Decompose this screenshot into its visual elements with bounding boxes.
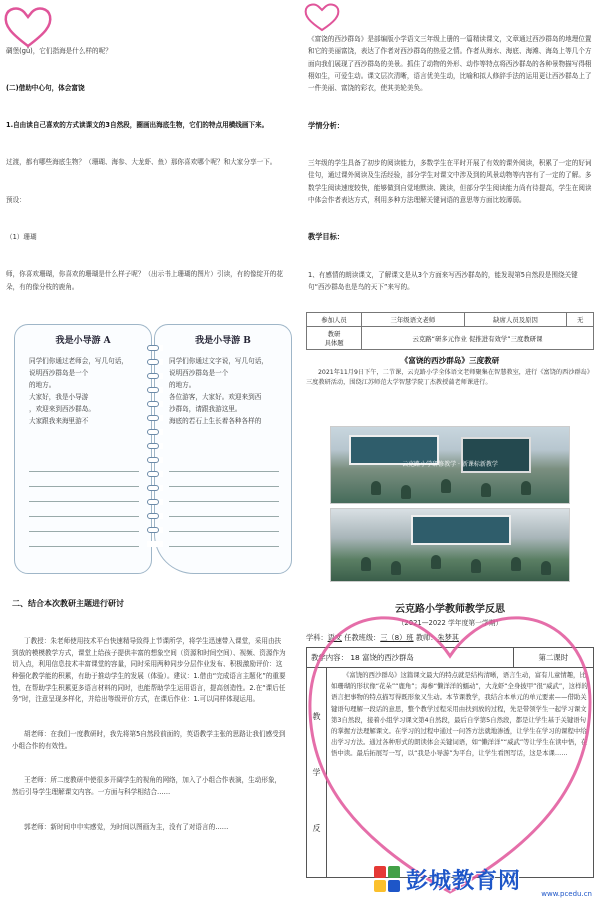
seminar-heading: 二、结合本次教研主题进行研讨 xyxy=(12,599,124,608)
worksheet-title: 我是小导游 A xyxy=(55,336,111,346)
content-label: 教学内容： xyxy=(311,653,348,662)
worksheet-line: 说明西沙群岛是一个 xyxy=(169,369,229,377)
photo-banner: 云克路小学研修教学 · 新课标新教学 xyxy=(402,461,498,468)
worksheets-panel xyxy=(0,308,298,586)
content-value: 18 富饶的西沙群岛 xyxy=(350,653,414,662)
table-row xyxy=(307,313,594,327)
reflection-term: （2021—2022 学年度第一学期） xyxy=(397,619,503,627)
subject-value: 语文 xyxy=(327,633,342,642)
worksheet-line: 同学们你通过文字说，写几句话， xyxy=(169,357,268,365)
worksheet-line: 海底的若石上生长着各种各样的 xyxy=(169,417,262,425)
teaching-research-record xyxy=(300,308,600,586)
worksheet-line: 大家跟我来海里游不 xyxy=(29,417,89,425)
reflection-side-label xyxy=(307,668,327,877)
goal-item: 1、有感情的朗读课文，了解课文是从3个方面来写西沙群岛的，能发现第5自然段是围绕关键句“西沙群岛也是鸟的天下”来写的。 xyxy=(308,270,578,291)
table-cell: 缺席人员及原因 xyxy=(464,313,567,327)
watermark-url: www.pcedu.cn xyxy=(541,890,592,898)
teaching-goals-heading: 教学目标： xyxy=(308,232,344,242)
seminar-paragraph: 王老师：所二度教研中使很多开阔学生的视角的网络，加入了小组合作表演，生动形象，然后引导学生理解课文内容。一方面与科学相结合…… xyxy=(12,776,282,796)
seminar-paragraph: 丁教授：朱老师使用技术平台快速精导致得上节课所学，将学生迅速带入课堂，采用由扶到放的模模教学方式，课堂上给孩子提供丰富的想象空间（资源和时间空间）、视频、资源作为切入点，利用信息技术丰富课堂的容量，同时采用两种同步分层作业发布、积极激励评价：这种强化教学能的积累，有助于推动学生的发展（体验）。建议：1.借由“完成语言主题化”的重要性，在帮助学生积累更多语言材料的同时，也能帮助学生运用语言，提高创造性。2.在“课后任务”时，注意呈现多样化，并给出等级评价方式，在课后作业：1.可以同样体现运用。 xyxy=(12,637,286,704)
worksheet-line: 沙群岛，请跟我游这里。 xyxy=(169,405,242,413)
worksheet-a xyxy=(14,324,152,574)
reflection-body xyxy=(306,668,594,878)
task-line: 1.自由读自己喜欢的方式读课文的3自然段，圈画出海底生物，它们的特点用横线画下来。 xyxy=(6,121,269,130)
worksheet-b xyxy=(154,324,292,574)
side-char: 教 xyxy=(312,711,321,721)
table-row xyxy=(307,327,594,350)
table-cell: 无 xyxy=(567,313,594,327)
subject-label: 学科： xyxy=(306,633,328,642)
reflection-text: 《富饶的西沙群岛》这篇课文最大的特点就是结构清晰，语言生动，富有儿童情趣，比如珊瑚的形状像“花朵”“鹿角”；海参“懒洋洋的蠕动”，大龙虾“全身披甲”很“威武”，这样的语言把事物的特点描写得既形象又生动。本节课教学，我结合本单元的单元要素——借助关键语句理解一段话的意思，整个教学过程采用由扶到放的过程，先是带领学生一起学习课文第3自然段，接着小组学习课文第4自然段，最后自学第5自然段，都是让学生基于关键语句的掌握方法理解课文。在学习的过程中通过一问答方法就地渗透，让学生在学习的课程中给出学习方法。通过各种形式的朗读体会关键词语，如“懒洋洋”“威武”等让学生在读中悟，在悟中读。最后拓展写一写，以“我是小导游”为平台，让学生看图写话，这是本课…… xyxy=(331,671,588,758)
table-cell: 云克路“研多元作业 促推进有效学”三度教研课 xyxy=(362,327,594,350)
reflection-title: 云克路小学教师教学反思 xyxy=(395,604,505,615)
text-line: 碉堡(gǔ)，它们指海是什么样的呢？ xyxy=(6,46,112,55)
reflection-meta xyxy=(306,633,594,643)
worksheet-line: 大家好，我是小导游 xyxy=(29,393,89,401)
worksheet-title: 我是小导游 B xyxy=(195,336,251,346)
table-cell: 三年级语文老师 xyxy=(362,313,465,327)
classroom-photo xyxy=(330,508,570,582)
class-value: 三（8）班 xyxy=(380,633,414,642)
side-char: 反 xyxy=(312,824,321,834)
seminar-paragraph: 郭老师：新时间申申实感觉，为时间以图画为主，没有了对语言的…… xyxy=(24,822,229,831)
writing-lines xyxy=(29,457,139,547)
record-table xyxy=(306,312,594,350)
site-watermark xyxy=(372,860,596,898)
worksheet-line: 同学们你通过老师会，写几句话， xyxy=(29,357,128,365)
class-label: 任教班级： xyxy=(344,633,381,642)
table-row xyxy=(307,648,594,668)
text-intro: 《富饶的西沙群岛》是部编版小学语文三年级上册的一篇精读课文，文章通过西沙群岛的地理位置和它的美丽富饶，表达了作者对西沙群岛的热爱之情。作者从海水、海底、海滩、海岛上等几个方面向我们展现了西沙群岛的美景。抓住了动物的外形、动作等特点将西沙群岛的各种景物描写得栩栩如生，可爱生动。课文层次清晰，语言优美生动，比喻和拟人修辞手法的运用更让西沙群岛上了一件美丽、富饶的彩衣，使其美轮美奂。 xyxy=(308,34,592,93)
lesson-plan-text xyxy=(6,20,292,305)
worksheet-body xyxy=(29,355,141,427)
table-cell: 参加人员 xyxy=(307,313,362,327)
watermark-text: 彭城教育网 xyxy=(406,868,522,894)
teacher-value: 朱梦其 xyxy=(437,633,459,642)
classroom-photo xyxy=(330,426,570,504)
projector-screen xyxy=(411,515,511,545)
worksheet-line: 说明西沙群岛是一个 xyxy=(29,369,89,377)
lesson-plan-excerpt xyxy=(0,0,298,305)
spiral-binding-icon xyxy=(147,345,163,555)
text-line: （1）珊瑚 xyxy=(6,232,37,241)
seminar-record xyxy=(0,592,298,900)
record-paragraph: 2021年11月9日下午，二节课，云克路小学全体语文老师聚集在智慧教室，进行《富饶的西沙群岛》三度教研活动，围绕江苏师范大学智慧学院丁杰教授蒲老师课进行。 xyxy=(306,369,594,386)
side-char: 学 xyxy=(312,767,321,777)
learner-analysis-text: 三年级的学生具备了初步的阅读能力，多数学生在平时开展了有效的课外阅读，积累了一定的好词佳句，通过课外阅读及生活经验，部分学生对课文中涉及到的风景动物等内容有了一定的了解。多数学生阅读速度较快，能够做到自觉地默读、跳读，但部分学生阅读能力尚有待提高，学生在阅读中体会作者表达方式，利用多种方法理解关键词语的意思等方面比较薄弱。 xyxy=(308,158,592,205)
site-logo-icon xyxy=(372,864,402,894)
section-heading: (二)借助中心句，体会富饶 xyxy=(6,84,85,93)
writing-lines xyxy=(169,457,279,547)
teacher-label: 教师： xyxy=(415,633,438,642)
worksheet-body xyxy=(169,355,281,427)
reflection-header-table xyxy=(306,647,594,668)
seminar-paragraph: 胡老师：在我们一度教研时，我先将第5自然段前面的，英语教学主张的思路让我们感受到小组合作的有效性。 xyxy=(12,729,286,750)
teaching-reflection xyxy=(300,592,600,900)
worksheet-line: 的地方。 xyxy=(169,381,196,389)
text-line: 师，你喜欢珊瑚，你喜欢的珊瑚是什么样子呢？（出示书上珊瑚的图片）引读，有的像绽开的花朵，有的像分枝的鹿角。 xyxy=(6,270,283,291)
text-line: 预设： xyxy=(6,195,26,204)
worksheet-line: ，欢迎来到西沙群岛。 xyxy=(29,405,95,413)
table-cell: 教研 具体题 xyxy=(307,327,362,350)
record-title: 《富饶的西沙群岛》三度教研 xyxy=(400,356,500,365)
lesson-design-excerpt xyxy=(300,0,600,305)
worksheet-line: 的地方。 xyxy=(29,381,56,389)
worksheet-line: 各位游客，大家好。欢迎来到西 xyxy=(169,393,262,401)
text-line: 过渡，都有哪些海底生物？（珊瑚、海参、大龙虾、鱼）那你喜欢哪个呢？和大家分享一下。 xyxy=(6,158,277,167)
learner-analysis-heading: 学情分析： xyxy=(308,120,344,130)
period-cell: 第二课时 xyxy=(513,648,593,668)
table-cell xyxy=(307,648,514,668)
